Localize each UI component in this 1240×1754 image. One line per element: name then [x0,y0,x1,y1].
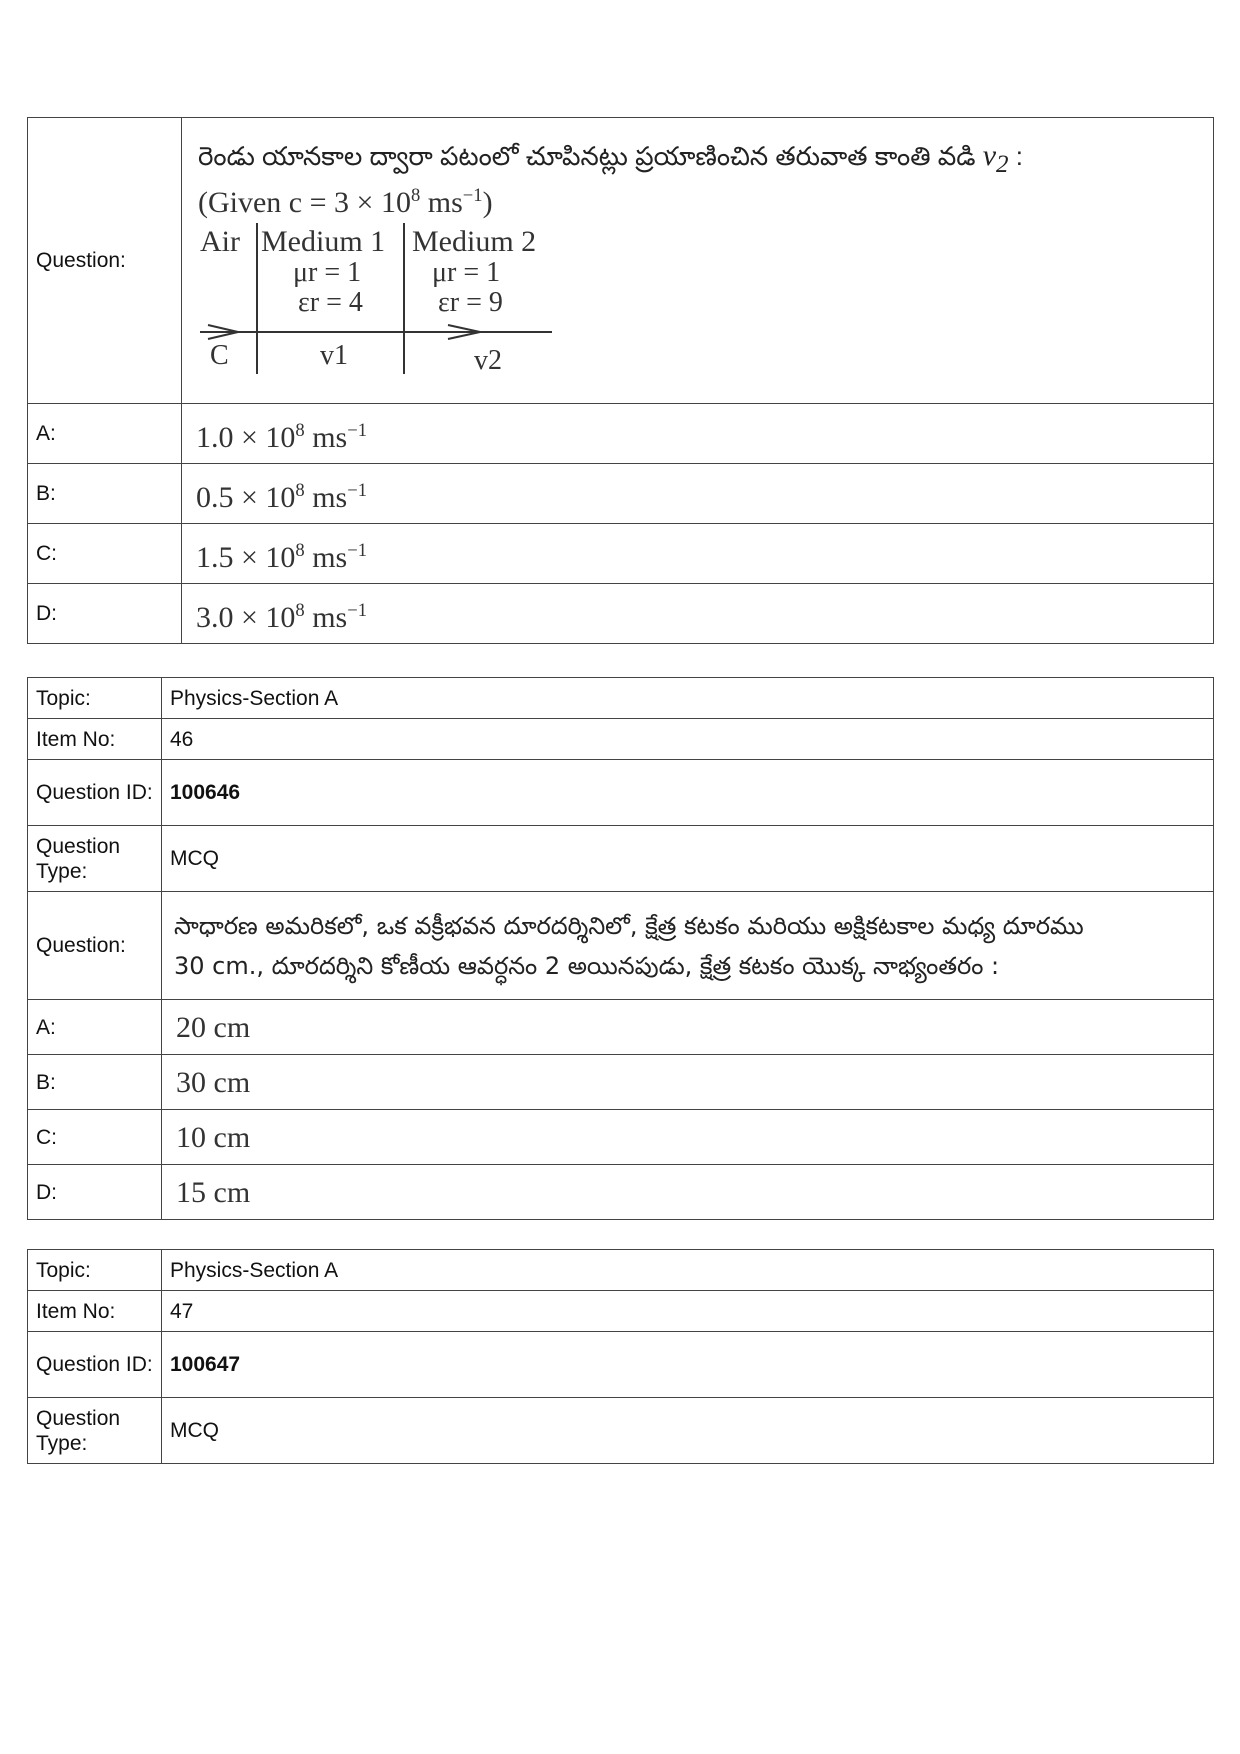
v2-label: v2 [474,344,502,376]
question-block-45 [27,117,1214,644]
question-id-value: 100646 [162,760,1214,826]
item-no-value: 46 [162,719,1214,760]
question-type-label: Question Type: [28,1398,162,1464]
option-row-a [28,404,1214,464]
option-label: C: [28,1110,162,1165]
topic-value: Physics-Section A [162,1250,1214,1291]
option-label: A: [28,404,182,464]
item-no-value: 47 [162,1291,1214,1332]
question-label: Question: [28,118,182,404]
question-id-label: Question ID: [28,760,162,826]
topic-value: Physics-Section A [162,678,1214,719]
v1-label: v1 [320,339,348,371]
option-value: $1.0 \times 10^8$ $ms^{-1}$ [182,404,1214,464]
medium2-mu: μr = 1 [432,256,501,288]
question-line-2: 30 cm., దూరదర్శిని కోణీయ ఆవర్ధనం 2 అయినపుడు, క్షేత్ర కటకం యొక్క నాభ్యంతరం : [174,951,1000,980]
air-label: Air [200,224,240,258]
option-value: $0.5 \times 10^8$ $ms^{-1}$ [182,464,1214,524]
option-row-a [28,1000,1214,1055]
option-row-b [28,464,1214,524]
question-id-label: Question ID: [28,1332,162,1398]
c-label: C [210,339,229,371]
question-id-value: 100647 [162,1332,1214,1398]
item-no-label: Item No: [28,719,162,760]
option-label: B: [28,464,182,524]
medium2-eps: εr = 9 [438,286,503,318]
given-constant: (Given $c = 3 \times 10^8$ $ms^{-1}$) [198,184,493,219]
option-label: A: [28,1000,162,1055]
option-row-d [28,584,1214,644]
option-label: D: [28,584,182,644]
medium2-label: Medium 2 [412,224,537,258]
question-type-value: MCQ [162,826,1214,892]
option-value: 15 cm [162,1165,1214,1220]
option-label: B: [28,1055,162,1110]
option-label: C: [28,524,182,584]
question-line-1: సాధారణ అమరికలో, ఒక వక్రీభవన దూరదర్శినిలో, క్షేత్ర కటకం మరియు అక్షికటకాల మధ్య దూరము [174,911,1084,940]
media-diagram [198,219,558,379]
option-row-c [28,1110,1214,1165]
question-type-value: MCQ [162,1398,1214,1464]
option-label: D: [28,1165,162,1220]
question-label: Question: [28,892,162,1000]
item-no-label: Item No: [28,1291,162,1332]
option-value: 10 cm [162,1110,1214,1165]
medium1-mu: μr = 1 [293,256,362,288]
question-text: రెండు యానకాల ద్వారా పటంలో చూపినట్లు ప్రయాణించిన తరువాత కాంతి వడి $v_2$ : [198,138,1024,178]
question-content [162,892,1214,1000]
topic-label: Topic: [28,678,162,719]
option-value: $1.5 \times 10^8$ $ms^{-1}$ [182,524,1214,584]
question-content [182,118,1214,404]
question-type-label: Question Type: [28,826,162,892]
question-block-47 [27,1249,1214,1464]
question-block-46 [27,677,1214,1220]
option-row-d [28,1165,1214,1220]
option-row-b [28,1055,1214,1110]
medium1-label: Medium 1 [261,224,386,258]
medium1-eps: εr = 4 [298,286,363,318]
option-value: 30 cm [162,1055,1214,1110]
option-row-c [28,524,1214,584]
option-value: 20 cm [162,1000,1214,1055]
option-value: $3.0 \times 10^8$ $ms^{-1}$ [182,584,1214,644]
topic-label: Topic: [28,1250,162,1291]
